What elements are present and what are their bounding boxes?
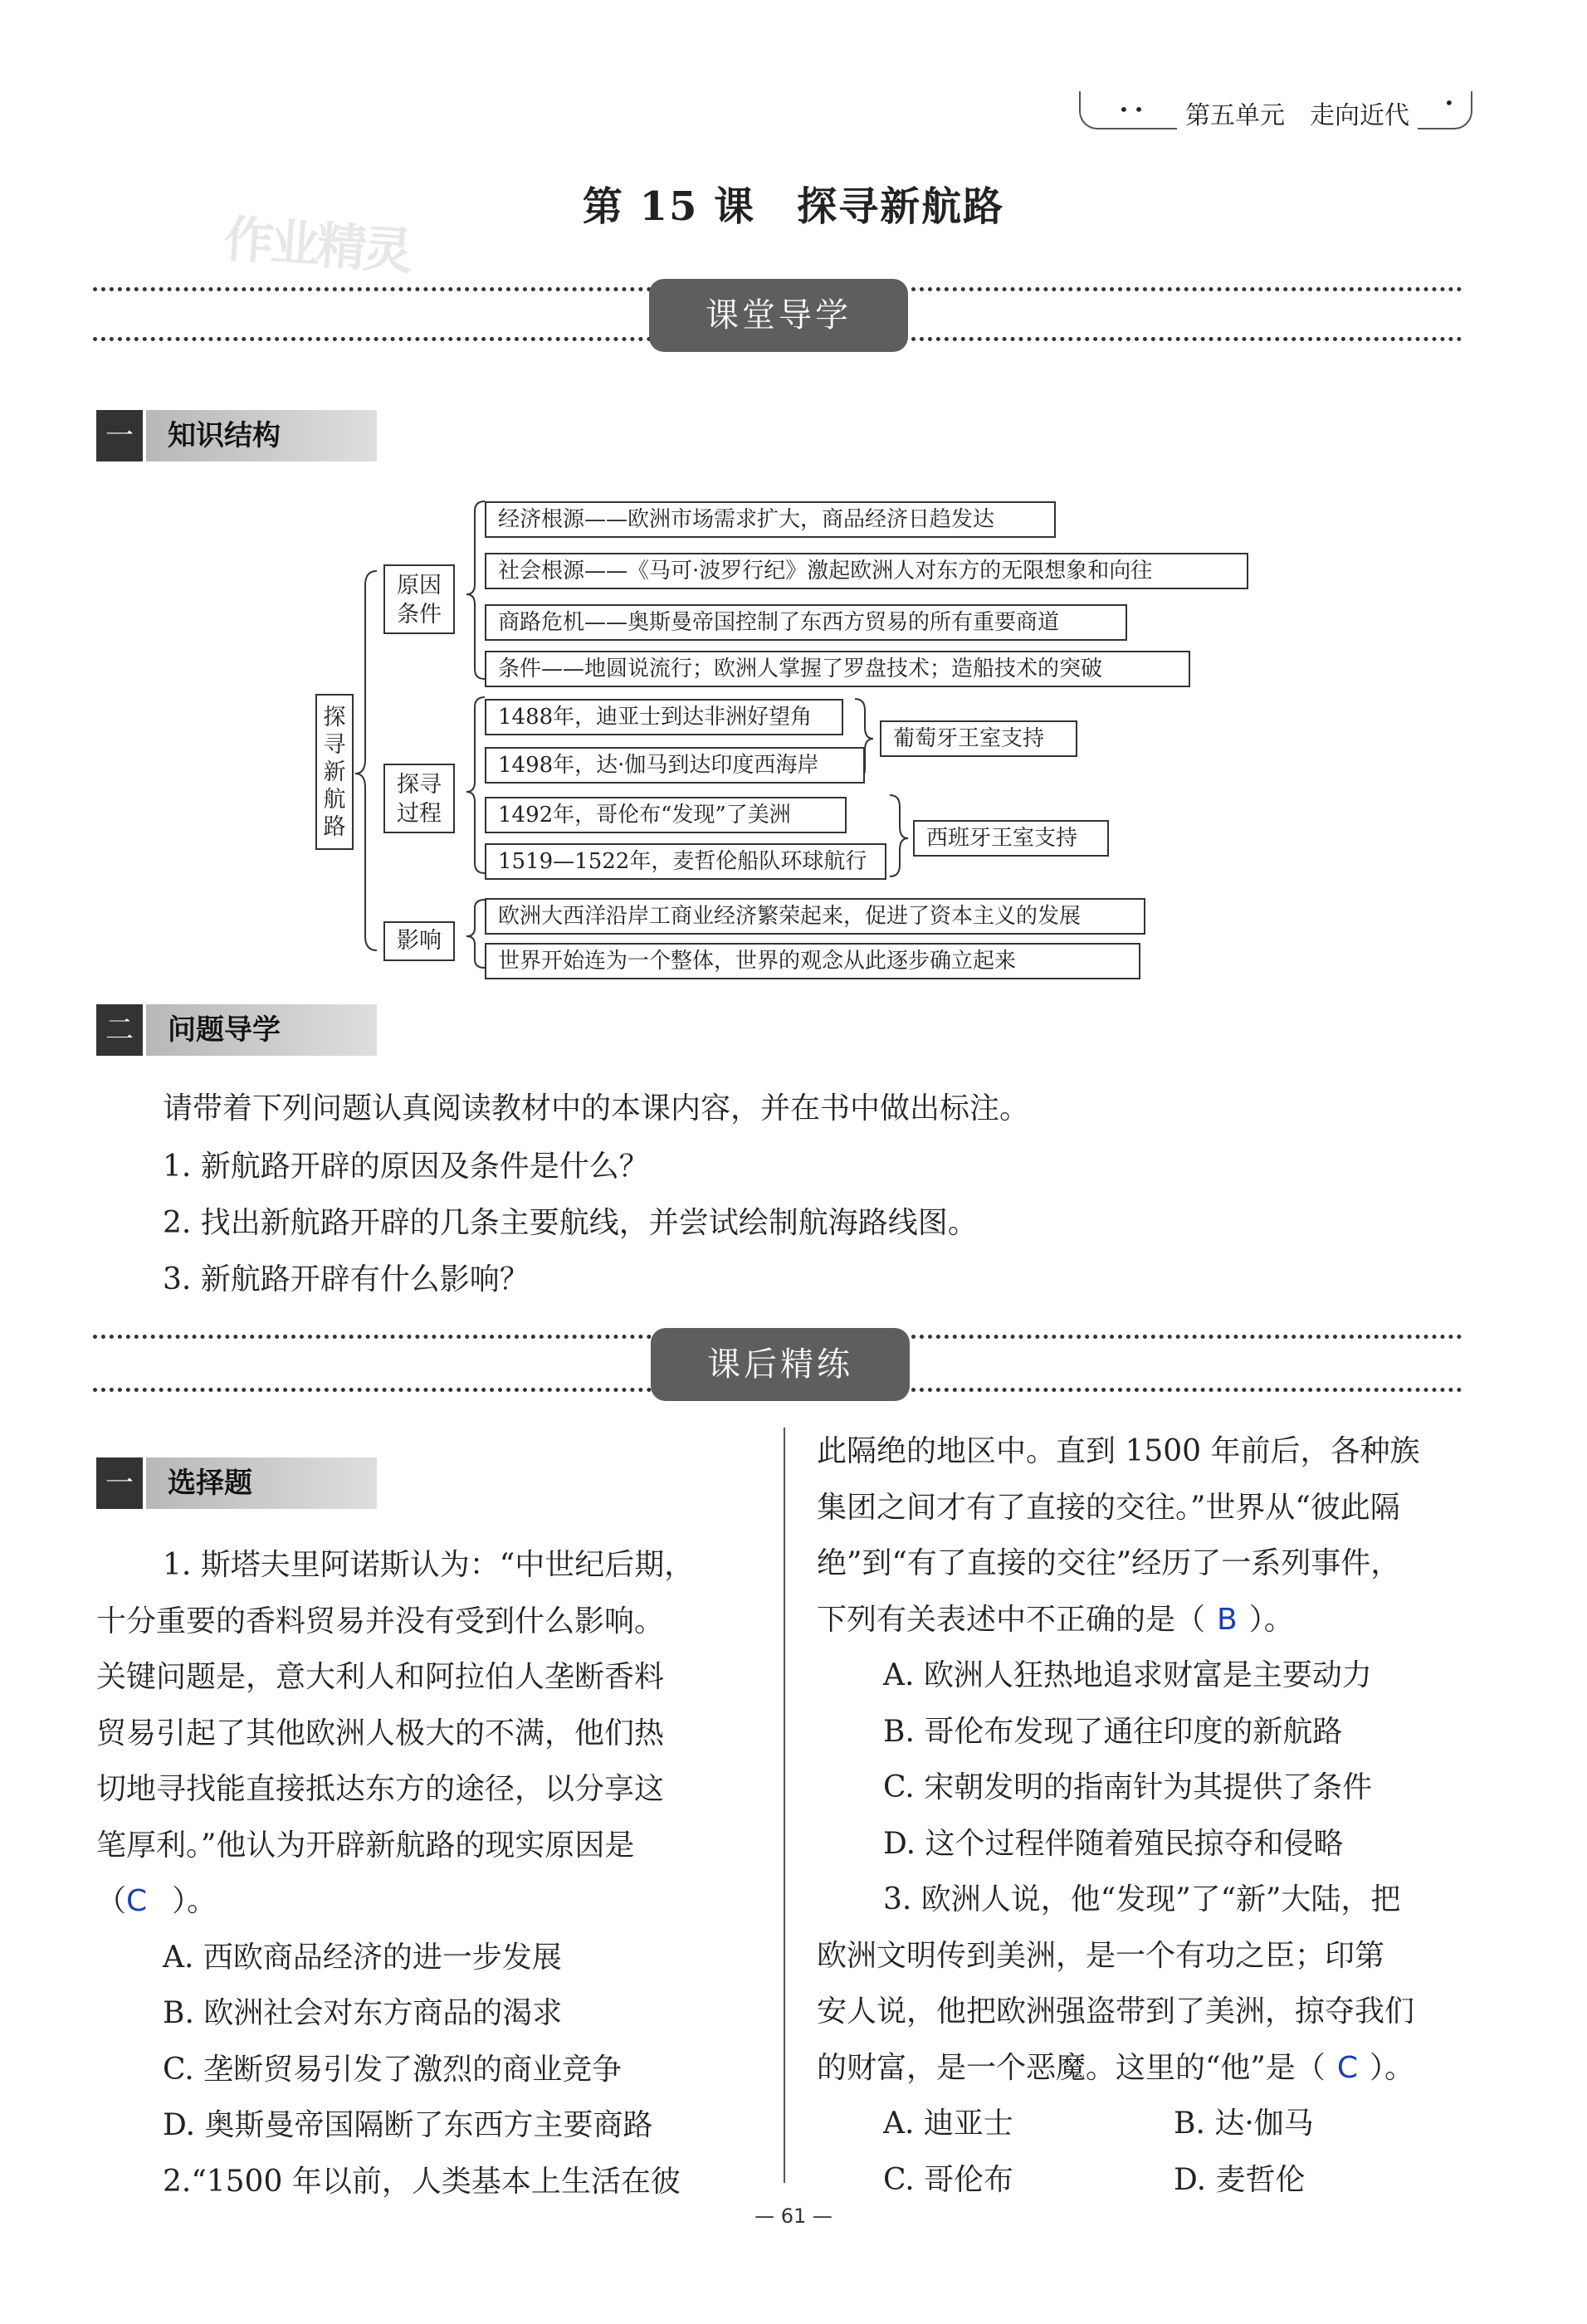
diagram-item: 经济根源——欧洲市场需求扩大，商品经济日趋发达 <box>485 501 1056 538</box>
question-3-line: 欧洲文明传到美洲，是一个有功之臣；印第 <box>817 1938 1385 1973</box>
topic-label: 走向近代 <box>1310 101 1409 130</box>
diagram-item: 商路危机——奥斯曼帝国控制了东西方贸易的所有重要商道 <box>485 604 1127 641</box>
subhead-label: 选择题 <box>146 1457 377 1509</box>
question-2-first-line: 2.“1500 年以前，人类基本上生活在彼 <box>163 2164 681 2199</box>
question-2-line: 绝”到“有了直接的交往”经历了一系列事件， <box>817 1546 1401 1580</box>
question-1-option: C. 垄断贸易引发了激烈的商业竞争 <box>163 2052 623 2087</box>
guide-question: 1. 新航路开辟的原因及条件是什么？ <box>163 1150 649 1184</box>
question-2-line: 集团之间才有了直接的交往。”世界从“彼此隔 <box>817 1490 1400 1525</box>
question-1-line: 笔厚利。”他认为开辟新航路的现实原因是 <box>96 1828 635 1863</box>
question-3-options-row <box>817 2152 1474 2209</box>
question-3-line: 安人说，他把欧洲强盗带到了美洲，掠夺我们 <box>817 1994 1415 2029</box>
question-1-answer-line <box>96 1873 754 1930</box>
question-2-option: D. 这个过程伴随着殖民掠夺和侵略 <box>883 1826 1344 1861</box>
section-banner-classroom: 课堂导学 <box>649 279 908 352</box>
question-2-answer-line <box>817 1592 1474 1648</box>
diagram-item: 1519—1522年，麦哲伦船队环球航行 <box>485 843 886 880</box>
question-1-line: 1. 斯塔夫里阿诺斯认为：“中世纪后期， <box>163 1548 695 1582</box>
subhead-questions <box>96 1004 377 1056</box>
question-1-line: 十分重要的香料贸易并没有受到什么影响。 <box>96 1604 665 1638</box>
diagram-root-label: 探寻新航路 <box>315 694 354 850</box>
header-end-dot: • <box>1444 93 1454 113</box>
diagram-group-label: 探寻过程 <box>383 764 455 833</box>
diagram-item: 世界开始连为一个整体，世界的观念从此逐步确立起来 <box>485 943 1140 979</box>
question-3-option: C. 哥伦布 <box>883 2162 1014 2197</box>
paren-close: ）。 <box>1248 1602 1294 1637</box>
question-3-option: B. 达·伽马 <box>1174 2107 1314 2141</box>
diagram-sponsor: 西班牙王室支持 <box>913 820 1109 857</box>
left-column <box>96 1537 754 2209</box>
questions-intro: 请带着下列问题认真阅读教材中的本课内容，并在书中做出标注。 <box>163 1091 1030 1125</box>
question-2-line: 此隔绝的地区中。直到 1500 年前后，各种族 <box>817 1434 1420 1468</box>
lesson-title: 第 15 课 探寻新航路 <box>582 183 1005 230</box>
right-column <box>817 1423 1474 2208</box>
diagram-group-label: 影响 <box>383 921 455 961</box>
subhead-label: 知识结构 <box>146 410 377 461</box>
brace-group-2 <box>466 697 485 873</box>
paren-close: ）。 <box>172 1884 217 1918</box>
question-2-option: A. 欧洲人狂热地追求财富是主要动力 <box>883 1658 1372 1692</box>
question-2-option: C. 宋朝发明的指南针为其提供了条件 <box>883 1770 1373 1804</box>
subhead-multiple-choice <box>96 1457 377 1509</box>
question-2-option: B. 哥伦布发现了通往印度的新航路 <box>883 1714 1343 1749</box>
diagram-item: 1488年，迪亚士到达非洲好望角 <box>485 699 843 735</box>
question-3-answer: C <box>1336 2050 1358 2085</box>
diagram-sponsor: 葡萄牙王室支持 <box>880 720 1077 757</box>
column-separator <box>784 1428 785 2183</box>
question-1-line: 切地寻找能直接抵达东方的途径，以分享这 <box>96 1772 665 1806</box>
paren-close: ）。 <box>1369 2050 1414 2085</box>
question-3-stem-end: 的财富，是一个恶魔。这里的“他”是（ <box>817 2050 1326 2085</box>
unit-label: 第五单元 <box>1185 101 1285 130</box>
question-1-option: A. 西欧商品经济的进一步发展 <box>163 1940 562 1975</box>
header-dots: • • <box>1119 100 1144 120</box>
question-3-line: 3. 欧洲人说，他“发现”了“新”大陆，把 <box>883 1882 1401 1916</box>
question-3-option: D. 麦哲伦 <box>1174 2162 1306 2197</box>
guide-question: 3. 新航路开辟有什么影响？ <box>163 1262 530 1296</box>
guide-question: 2. 找出新航路开辟的几条主要航线，并尝试绘制航海路线图。 <box>163 1206 978 1240</box>
question-1-option: D. 奥斯曼帝国隔断了东西方主要商路 <box>163 2108 653 2142</box>
subhead-label: 问题导学 <box>146 1004 377 1056</box>
question-3-option: A. 迪亚士 <box>883 2107 1013 2141</box>
question-1-line: 贸易引起了其他欧洲人极大的不满，他们热 <box>96 1716 665 1750</box>
subhead-number: 二 <box>96 1004 143 1056</box>
diagram-item: 欧洲大西洋沿岸工商业经济繁荣起来，促进了资本主义的发展 <box>485 898 1145 935</box>
brace-root <box>355 571 377 950</box>
paren-open: （ <box>96 1884 127 1918</box>
question-1-line: 关键问题是，意大利人和阿拉伯人垄断香料 <box>96 1660 665 1694</box>
brace-group-1 <box>466 501 485 679</box>
diagram-group-label: 原因条件 <box>383 564 455 634</box>
question-2-stem-end: 下列有关表述中不正确的是（ <box>817 1602 1206 1637</box>
question-3-options-row <box>817 2096 1474 2152</box>
question-1-answer: C <box>126 1884 148 1918</box>
brace-sponsor-2 <box>890 795 908 876</box>
diagram-item: 社会根源——《马可·波罗行纪》激起欧洲人对东方的无限想象和向往 <box>485 553 1248 589</box>
diagram-item: 1492年，哥伦布“发现”了美洲 <box>485 797 847 833</box>
question-3-answer-line <box>817 2040 1474 2097</box>
watermark: 作业精灵 <box>222 210 412 281</box>
section-banner-after-class: 课后精练 <box>651 1328 910 1401</box>
brace-group-3 <box>466 900 485 968</box>
diagram-item: 条件——地圆说流行；欧洲人掌握了罗盘技术；造船技术的突破 <box>485 651 1190 687</box>
page-number: — 61 — <box>754 2204 833 2228</box>
diagram-item: 1498年，达·伽马到达印度西海岸 <box>485 747 865 784</box>
question-1-option: B. 欧洲社会对东方商品的渴求 <box>163 1996 563 2030</box>
question-2-answer: B <box>1217 1602 1238 1637</box>
subhead-number: 一 <box>96 1457 143 1509</box>
subhead-number: 一 <box>96 410 143 461</box>
